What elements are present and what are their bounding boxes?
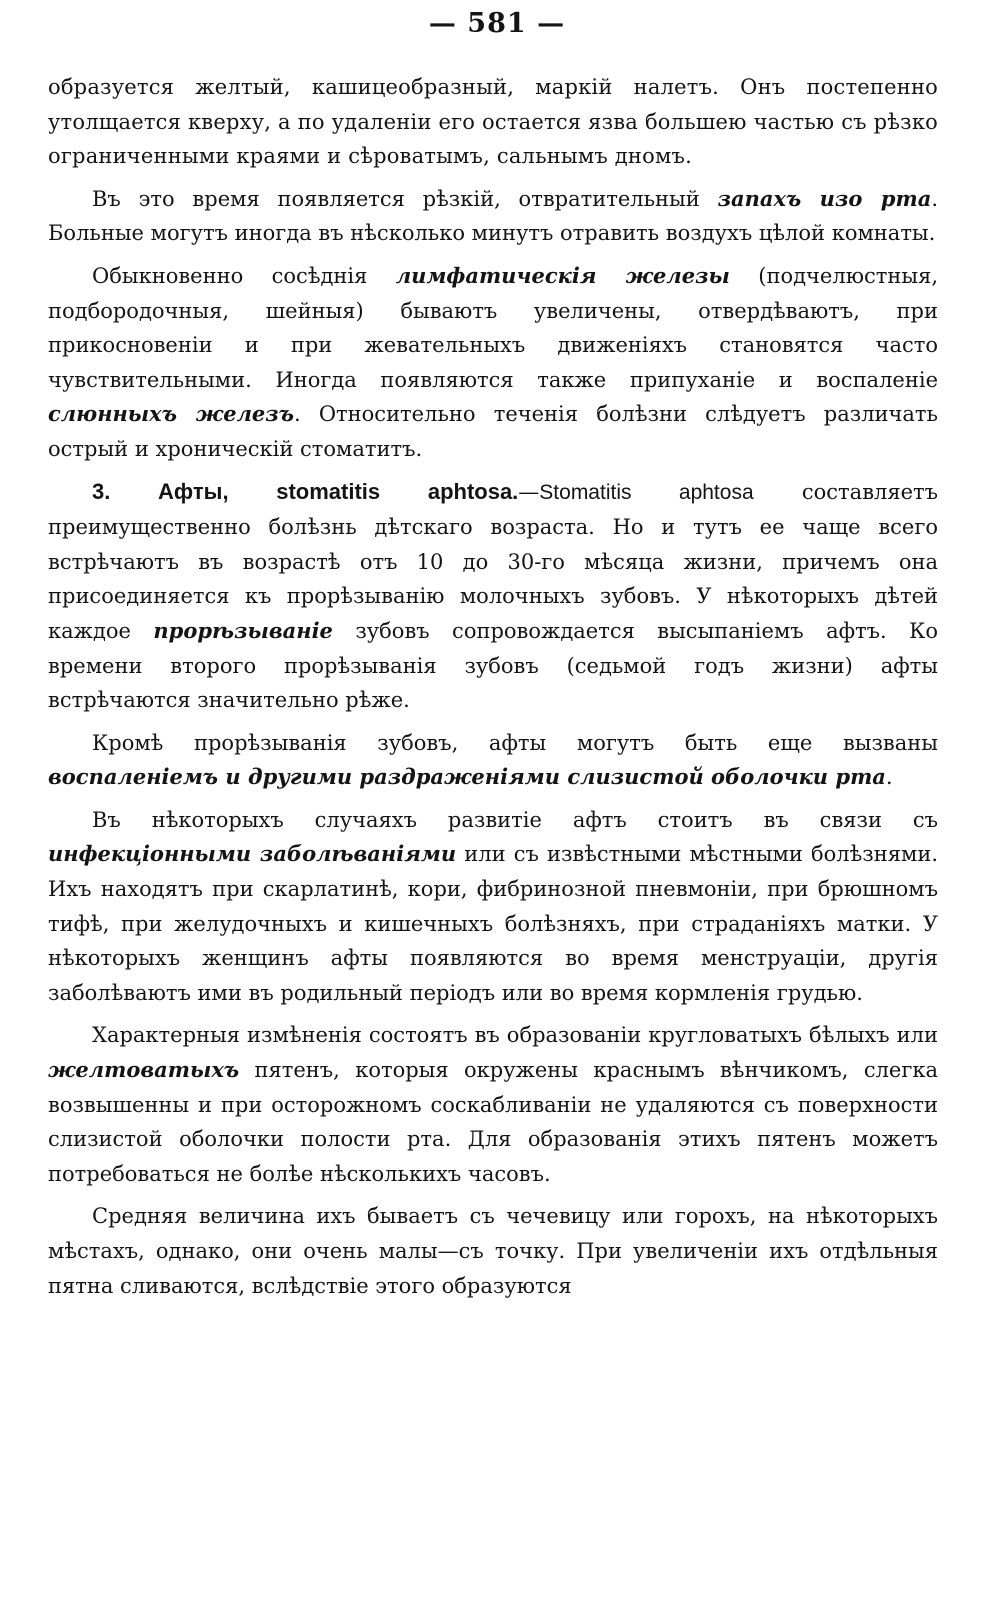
italic-term: лимфатическія железы	[395, 262, 730, 288]
text-run: .	[885, 765, 893, 790]
page-body	[48, 70, 938, 1311]
latin-term: Stomatitis aphtosa	[539, 480, 754, 504]
paragraph-aphthae-section	[48, 475, 938, 718]
text-run: . Больные могутъ иногда въ нѣсколько минутъ отравить воздухъ цѣлой комнаты.	[48, 186, 938, 246]
text-run: Въ нѣкоторыхъ случаяхъ развитіе афтъ стоитъ въ связи съ	[92, 807, 938, 832]
text-run: составляетъ преимущественно болѣзнь дѣтскаго возраста. Но и тутъ ее чаще всего встрѣчаютъ въ возрастѣ отъ 10 до 30-го мѣсяца жизни, причемъ она присоединяется къ прорѣзыванію молочныхъ зубовъ. У нѣкоторыхъ дѣтей каждое	[48, 479, 939, 643]
italic-term: инфекціонными заболѣваніями	[48, 841, 457, 867]
italic-term: воспаленіемъ и другими раздраженіями слизистой оболочки рта	[48, 764, 886, 790]
text-run: Обыкновенно сосѣднія	[92, 263, 396, 288]
paragraph-lymph-glands	[48, 259, 938, 467]
paragraph-characteristics	[48, 1018, 938, 1191]
em-dash: —	[518, 479, 540, 504]
paragraph-size: Средняя величина ихъ бываетъ съ чечевицу или горохъ, на нѣкоторыхъ мѣстахъ, однако, они очень малы—съ точку. При увеличеніи ихъ отдѣльныя пятна сливаются, вслѣдствіе этого образуются	[48, 1204, 938, 1298]
paragraph-causes	[48, 726, 938, 795]
text-run: зубовъ сопровождается высыпаніемъ афтъ. Ко времени второго прорѣзыванія зубовъ (седьмой годъ жизни) афты встрѣчаются значительно рѣже.	[48, 618, 939, 713]
text-run: Въ это время появляется рѣзкій, отвратительный	[92, 186, 718, 211]
italic-term: желтоватыхъ	[48, 1057, 240, 1083]
italic-term: прорѣзываніе	[153, 617, 333, 643]
paragraph-mouth-odor	[48, 182, 938, 251]
text-run: Кромѣ прорѣзыванія зубовъ, афты могутъ быть еще вызваны	[92, 730, 938, 755]
section-heading: 3. Афты, stomatitis aphtosa.	[92, 478, 519, 504]
text-run: . Относительно теченія болѣзни слѣдуетъ различать острый и хроническій стоматитъ.	[48, 402, 938, 461]
text-run: пятенъ, которыя окружены краснымъ вѣнчикомъ, слегка возвышенны и при осторожномъ соскабливаніи не удаляются съ поверхности слизистой оболочки полости рта. Для образованія этихъ пятенъ можетъ потребоваться не болѣе нѣсколькихъ часовъ.	[48, 1058, 938, 1186]
paragraph-infections	[48, 803, 938, 1011]
text-run: или съ извѣстными мѣстными болѣзнями. Ихъ находятъ при скарлатинѣ, кори, фибринозной пневмоніи, при брюшномъ тифѣ, при желудочныхъ и кишечныхъ болѣзняхъ, при страданіяхъ матки. У нѣкоторыхъ женщинъ афты появляются во время менструаціи, другія заболѣваютъ ими въ родильный періодъ или во время кормленія грудью.	[48, 842, 938, 1005]
page-number: — 581 —	[428, 8, 566, 39]
text-run: (подчелюстныя, подбородочныя, шейныя) бываютъ увеличены, отвердѣваютъ, при прикосновеніи и при жевательныхъ движеніяхъ становятся часто чувствительными. Иногда появляются также припуханіе и воспаленіе	[48, 263, 938, 392]
italic-term: слюнныхъ железъ	[48, 401, 294, 427]
text-run: Характерныя измѣненія состоятъ въ образованіи кругловатыхъ бѣлыхъ или	[92, 1023, 938, 1048]
paragraph-continuation: образуется желтый, кашицеобразный, маркій налетъ. Онъ постепенно утолщается кверху, а по удаленіи его остается язва большею частью съ рѣзко ограниченными краями и сѣроватымъ, сальнымъ дномъ.	[48, 75, 938, 169]
italic-term: запахъ изо рта	[717, 185, 932, 211]
